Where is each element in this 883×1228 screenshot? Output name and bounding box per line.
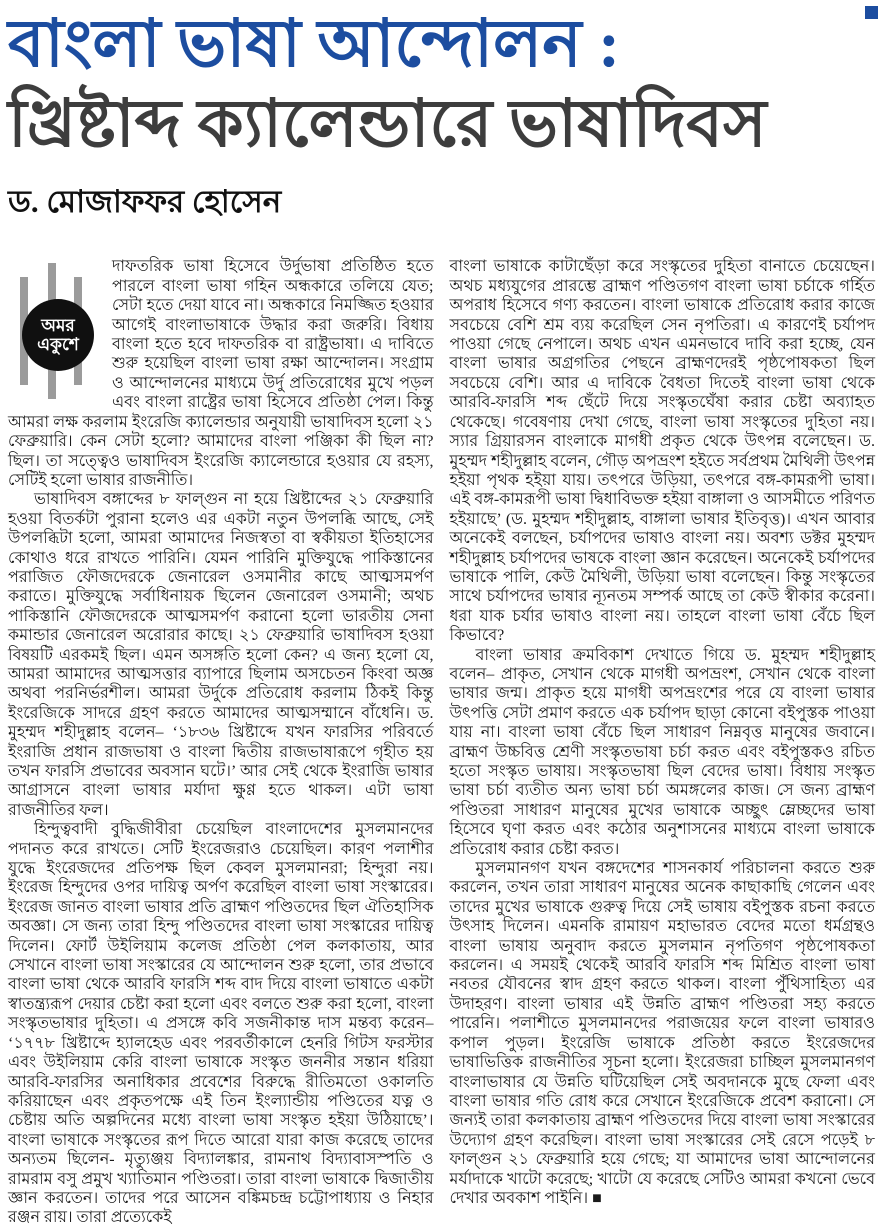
- article-body: [8, 257, 875, 1227]
- badge-text-line2: একুশে: [37, 335, 79, 355]
- amar-ekushe-badge: [22, 299, 94, 371]
- article-title-line1: বাংলা ভাষা আন্দোলন :: [8, 8, 621, 81]
- article-title-line2: খ্রিষ্টাব্দ ক্যালেন্ডারে ভাষাদিবস: [8, 87, 767, 161]
- badge-text-line1: অমর: [41, 315, 75, 335]
- paragraph-right-1: বাংলা ভাষাকে কাটাছেঁড়া করে সংস্কৃতের দুহিতা বানাতে চেয়েছেন। অথচ মধ্যযুগের প্রারম্ভে ব্রাহ্মণ পণ্ডিতগণ বাংলা ভাষা চর্চাকে গর্হিত অপরাধ হিসেবে গণ্য করতেন। বাংলা ভাষাকে প্রতিরোধ করার কাজে সবচেয়ে বেশি শ্রম ব্যয় করেছিল সেন নৃপতিরা। এ কারণেই চর্যাপদ পাওয়া গেছে নেপালে। অথচ এখন এমনভাবে দাবি করা হচ্ছে, যেন বাংলা ভাষার অগ্রগতির পেছনে ব্রাহ্মণদেরই পৃষ্ঠপোষকতা ছিল সবচেয়ে বেশি। আর এ দাবিকে বৈধতা দিতেই বাংলা ভাষা থেকে আরবি-ফারসি শব্দ ছেঁটে দিয়ে সংস্কৃতঘেঁষা করার চেষ্টা অব্যাহত থেকেছে। গবেষণায় দেখা গেছে, বাংলা ভাষা সংস্কৃতের দুহিতা নয়। স্যার গ্রিয়ারসন বাংলাকে মাগধী প্রকৃত থেকে উৎপন্ন বলেছেন। ড. মুহম্মদ শহীদুল্লাহ বলেন, গৌড় অপভ্রংশ হইতে সর্বপ্রথম মৈথিলী উৎপন্ন হইয়া পৃথক হইয়া যায়। তৎপরে উড়িয়া, তৎপরে বঙ্গ-কামরূপী ভাষা। এই বঙ্গ-কামরূপী ভাষা দ্বিধাবিভক্ত হইয়া বাঙ্গালা ও আসমীতে পরিণত হইয়াছে’ (ড. মুহম্মদ শহীদুল্লাহ, বাঙ্গালা ভাষার ইতিবৃত্ত)। এখন আবার অনেকেই বলছেন, চর্যাপদের ভাষাও বাংলা নয়। অবশ্য ডক্টর মুহম্মদ শহীদুল্লাহ চর্যাপদের ভাষকে বাংলা জ্ঞান করেছেন। অনেকেই চর্যাপদের ভাষাকে পালি, কেউ মৈথিলী, উড়িয়া ভাষা বলেছেন। কিন্তু সংস্কৃতের সাথে চর্যাপদের ভাষার ন্যূনতম সম্পর্ক আছে তা কেউ স্বীকার করেনা। ধরা যাক চর্যার ভাষাও বাংলা নয়। তাহলে বাংলা ভাষা বেঁচে ছিল কিভাবে?: [449, 258, 875, 645]
- amar-ekushe-logo: [8, 261, 100, 399]
- right-column: [450, 257, 876, 1227]
- paragraph-right-2: বাংলা ভাষার ক্রমবিকাশ দেখাতে গিয়ে ড. মুহম্মদ শহীদুল্লাহ বলেন– প্রাকৃত, সেখান থেকে মাগধী অপভ্রংশ, সেখান থেকে বাংলা ভাষার জন্ম। প্রাকৃত হয়ে মাগধী অপভ্রংশের পরে যে বাংলা ভাষার উৎপত্তি সেটা প্রমাণ করতে এক চর্যাপদ ছাড়া কোনো বইপুস্তক পাওয়া যায় না। বাংলা ভাষা বেঁচে ছিল সাধারণ নিম্নবৃত্ত মানুষের জবানে। ব্রাহ্মণ উচ্চবিত্ত শ্রেণী সংস্কৃতভাষা চর্চা করত এবং বইপুস্তকও রচিত হতো সংস্কৃত ভাষায়। সংস্কৃতভাষা ছিল বেদের ভাষা। বিধায় সংস্কৃত ভাষা চর্চা ব্যতীত অন্য ভাষা চর্চা অমঙ্গলের কাজ। সে জন্য ব্রাহ্মণ পণ্ডিতরা সাধারণ মানুষের মুখের ভাষাকে অচ্ছুৎ ম্লেচ্ছদের ভাষা হিসেবে ঘৃণা করত এবং কঠোর অনুশাসনের মাধ্যমে বাংলা ভাষাকে প্রতিরোধ করার চেষ্টা করত।: [449, 646, 875, 858]
- article-header: [8, 6, 875, 219]
- author-byline: ড. মোজাফফর হোসেন: [8, 183, 282, 219]
- paragraph-right-3: মুসলমানগণ যখন বঙ্গদেশের শাসনকার্য পরিচালনা করতে শুরু করলেন, তখন তারা সাধারণ মানুষের অনেক কাছাকাছি গেলেন এবং তাদের মুখের ভাষাকে গুরুত্ব দিয়ে সেই ভাষায় বইপুস্তক রচনা করতে উৎসাহ দিলেন। এমনকি রামায়ণ মহাভারত বেদের মতো ধর্মগ্রন্থও বাংলা ভাষায় অনুবাদ করতে মুসলমান নৃপতিগণ পৃষ্ঠপোষকতা করলেন। এ সময়ই থেকেই আরবি ফারসি শব্দ মিশ্রিত বাংলা ভাষা নবতর যৌবনের স্বাদ গ্রহণ করতে থাকল। বাংলা পুঁথিসাহিত্য এর উদাহরণ। বাংলা ভাষার এই উন্নতি ব্রাহ্মণ পণ্ডিতরা সহ্য করতে পারেনি। পলাশীতে মুসলমানদের পরাজয়ের ফলে বাংলা ভাষারও কপাল পুড়ল। ইংরেজি ভাষাকে প্রতিষ্ঠা করতে ইংরেজদের ভাষাভিত্তিক রাজনীতির সূচনা হলো। ইংরেজরা চাচ্ছিল মুসলমানগণ বাংলাভাষার যে উন্নতি ঘটিয়েছিল সেই অবদানকে মুছে ফেলা এবং বাংলা ভাষার গতি রোধ করে সেখানে ইংরেজিকে প্রবেশ করানো। সে জন্যই তারা কলকাতায় ব্রাহ্মণ পণ্ডিতদের দিয়ে বাংলা ভাষা সংস্কারের উদ্যোগ গ্রহণ করেছিল। বাংলা ভাষা সংস্কারের সেই রেসে পড়েই ৮ ফাল্গুন ২১ ফেব্রুয়ারি হয়ে গেছে; যা আমাদের ভাষা আন্দোলনের মর্যাদাকে খাটো করেছে; খাটো যে করেছে সেটিও আমরা কখনো ভেবে দেখার অবকাশ পাইনি। ■: [449, 860, 875, 1207]
- left-column: [8, 257, 434, 1227]
- paragraph-left-3: হিন্দুত্ববাদী বুদ্ধিজীবীরা চেয়েছিল বাংলাদেশের মুসলমানদের পদানত করে রাখতে। সেটি ইংরেজরাও চেয়েছিল। কারণ পলাশীর যুদ্ধে ইংরেজদের প্রতিপক্ষ ছিল কেবল মুসলমানরা; হিন্দুরা নয়। ইংরেজ হিন্দুদের ওপর দায়িত্ব অর্পণ করেছিল বাংলা ভাষা সংস্কারের। ইংরেজ জানত বাংলা ভাষার প্রতি ব্রাহ্মণ পণ্ডিতদের ছিল ঐতিহাসিক অবজ্ঞা। সে জন্য তারা হিন্দু পণ্ডিতদের বাংলা ভাষা সংস্কারের দায়িত্ব দিলেন। ফোর্ট উইলিয়াম কলেজ প্রতিষ্ঠা পেল কলকাতায়, আর সেখানে বাংলা ভাষা সংস্কারের যে আন্দোলন শুরু হলো, তার প্রভাবে বাংলা ভাষা থেকে আরবি ফারসি শব্দ বাদ দিয়ে বাংলা ভাষাতে একটা স্বাতন্ত্র্যরূপ দেয়ার চেষ্টা করা হলো এবং বলতে শুরু করা হলো, বাংলা সংস্কৃতভাষার দুহিতা। এ প্রসঙ্গে কবি সজনীকান্ত দাস মন্তব্য করেন– ‘১৭৭৮ খ্রিষ্টাব্দে হ্যালহেড এবং পরবর্তীকালে হেনরি গিটস ফরস্টার এবং উইলিয়াম কেরি বাংলা ভাষাকে সংস্কৃত জননীর সন্তান ধরিয়া আরবি-ফারসির অনাধিকার প্রবেশের বিরুদ্ধে রীতিমতো ওকালতি করিয়াছেন এবং প্রকৃতপক্ষে এই তিন ইংল্যান্ডীয় পণ্ডিতের যত্ন ও চেষ্টায় অতি অল্পদিনের মধ্যে বাংলা ভাষা সংস্কৃত হইয়া উঠিয়াছে’। বাংলা ভাষাকে সংস্কৃতের রূপ দিতে আরো যারা কাজ করেছে তাদের অন্যতম ছিলেন- মৃত্যুঞ্জয় বিদ্যালঙ্কার, রামনাথ বিদ্যাবাসস্পতি ও রামরাম বসু প্রমুখ খ্যাতিমান পণ্ডিতরা। তারা বাংলা ভাষাকে দ্বিজাতীয় জ্ঞান করতেন। তাদের পরে আসেন বঙ্কিমচন্দ্র চট্টোপাধ্যায় ও নিহার রঞ্জন রায়। তারা প্রত্যেকেই: [8, 821, 434, 1227]
- paragraph-left-2: ভাষাদিবস বঙ্গাব্দের ৮ ফাল্গুন না হয়ে খ্রিষ্টাব্দের ২১ ফেব্রুয়ারি হওয়া বিতর্কটা পুরানা হলেও এর একটা নতুন উপলব্ধি আছে, সেই উপলব্ধিটা হলো, আমরা আমাদের নিজস্বতা বা স্বকীয়তা ইতিহাসের কোথাও ধরে রাখতে পারিনি। যেমন পারিনি মুক্তিযুদ্ধে পাকিস্তানের পরাজিত ফৌজদেরকে জেনারেল ওসমানীর কাছে আত্মসমর্পণ করাতে। মুক্তিযুদ্ধে সর্বাধিনায়ক ছিলেন জেনারেল ওসমানী; অথচ পাকিস্তানি ফৌজদেরকে আত্মসমর্পণ করানো হলো ভারতীয় সেনা কমান্ডার জেনারেল অরোরার কাছে। ২১ ফেব্রুয়ারি ভাষাদিবস হওয়া বিষয়টি এরকমই ছিল। এমন অসঙ্গতি হলো কেন? এ জন্য হলো যে, আমরা আমাদের আত্মসত্তার ব্যাপারে ছিলাম অসচেতন কিংবা অজ্ঞ অথবা পরনির্ভরশীল। আমরা উর্দুকে প্রতিরোধ করলাম ঠিকই কিন্তু ইংরেজিকে সাদরে গ্রহণ করতে আমাদের আত্মসম্মানে বাঁধেনি। ড. মুহম্মদ শহীদুল্লাহ বলেন– ‘১৮৩৬ খ্রিষ্টাব্দে যখন ফারসির পরিবর্তে ইংরাজি প্রধান রাজভাষা ও বাংলা দ্বিতীয় রাজভাষারূপে গৃহীত হয় তখন ফারসি প্রভাবের অবসান ঘটে।’ আর সেই থেকে ইংরাজি ভাষার আগ্রাসনে বাংলা ভাষার মর্যাদা ক্ষুণ্ণ হতে থাকল। এটা ভাষা রাজনীতির ফল।: [8, 491, 434, 819]
- paragraph-left-1: দাফতরিক ভাষা হিসেবে উর্দুভাষা প্রতিষ্ঠিত হতে পারলে বাংলা ভাষা গহিন অন্ধকারে তলিয়ে যেত; সেটা হতে দেয়া যাবে না। অন্ধকারে নিমজ্জিত হওয়ার আগেই বাংলাভাষাকে উদ্ধার করা জরুরি। বিধায় বাংলা হতে হবে দাফতরিক বা রাষ্ট্রভাষা। এ দাবিতে শুরু হয়েছিল বাংলা ভাষা রক্ষা আন্দোলন। সংগ্রাম ও আন্দোলনের মাধ্যমে উর্দু প্রতিরোধের মুখে পড়ল এবং বাংলা রাষ্ট্রের ভাষা হিসেবে প্রতিষ্ঠা পেল। কিন্তু আমরা লক্ষ করলাম ইংরেজি ক্যালেন্ডার অনুযায়ী ভাষাদিবস হলো ২১ ফেব্রুয়ারি। কেন সেটা হলো? আমাদের বাংলা পঞ্জিকা কী ছিল না? ছিল। তা সত্ত্বেও ভাষাদিবস ইংরেজি ক্যালেন্ডারে হওয়ার যে রহস্য, সেটিই হলো ভাষার রাজনীতি।: [8, 258, 434, 489]
